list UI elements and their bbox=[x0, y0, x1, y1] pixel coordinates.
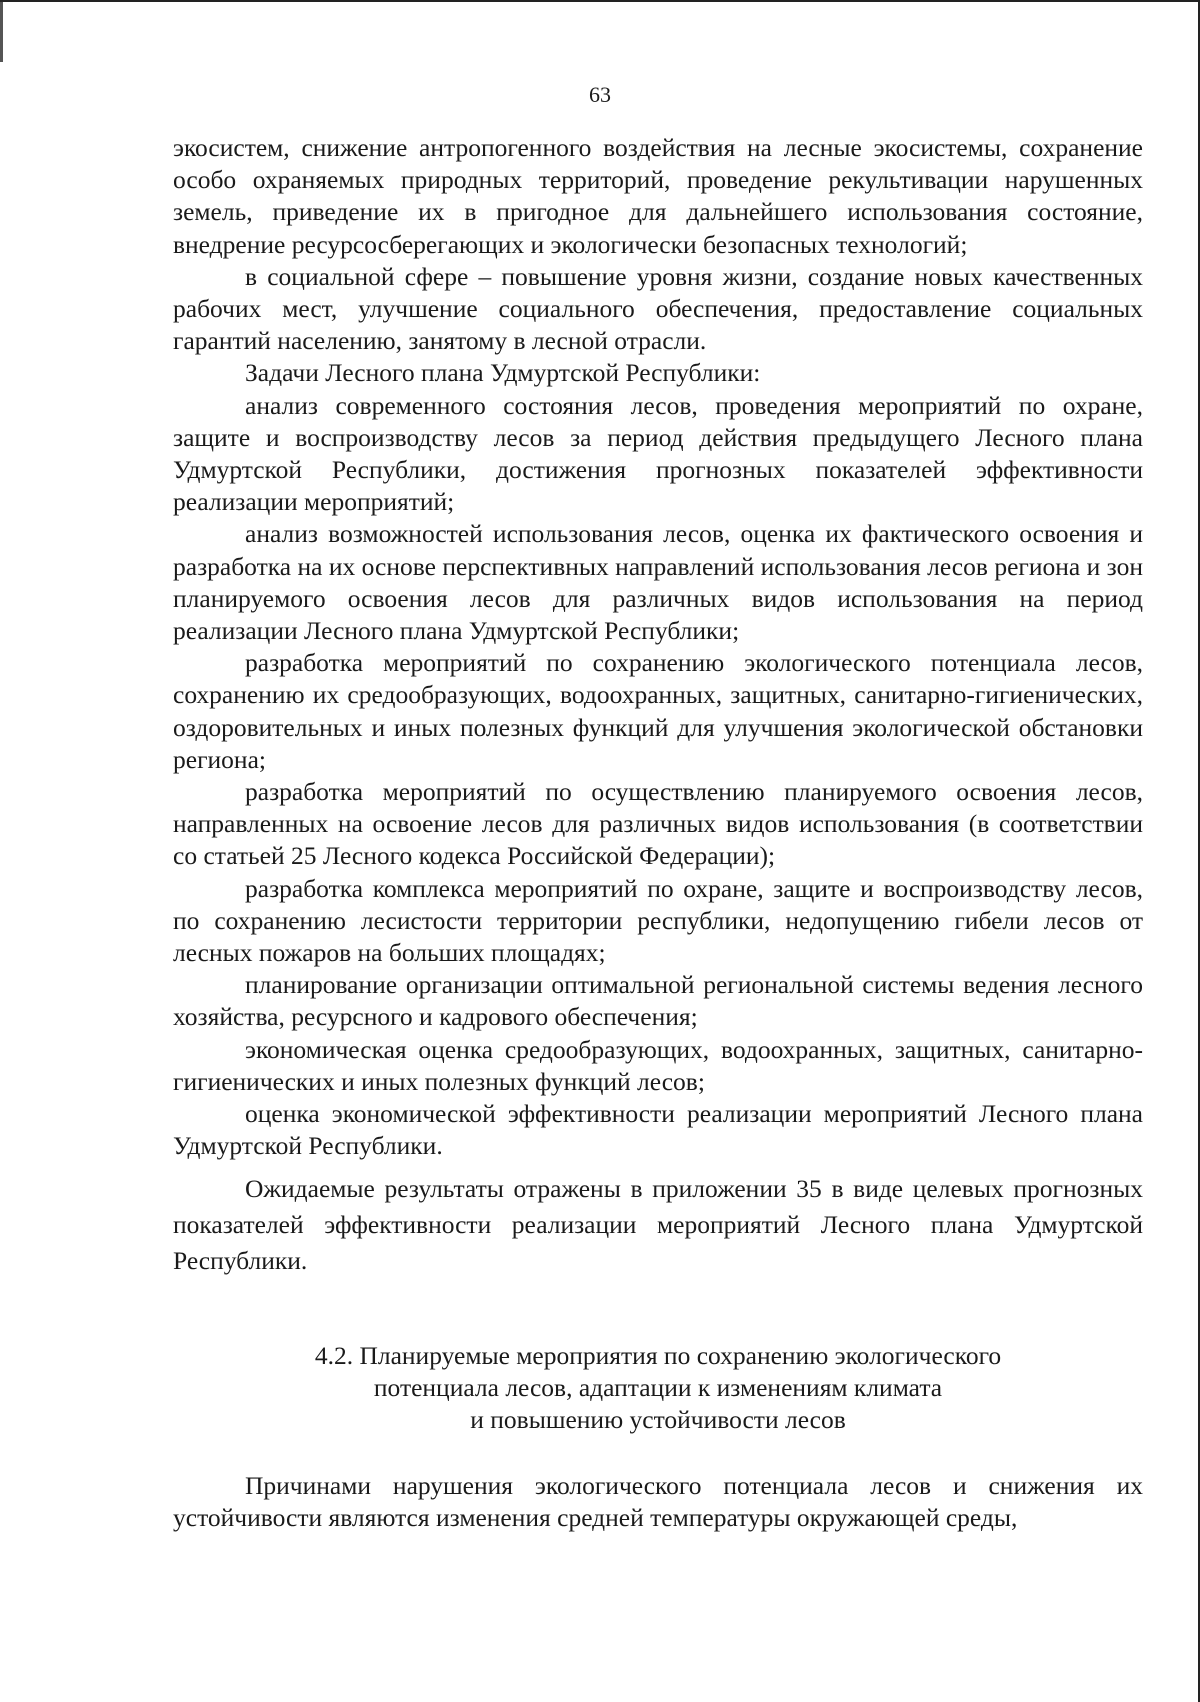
paragraph-causes: Причинами нарушения экологического потенциала лесов и снижения их устойчивости являются изменения средней температуры окружающей среды, bbox=[173, 1471, 1143, 1532]
scan-edge-mark bbox=[0, 2, 3, 62]
paragraph-task-ecological-potential: разработка мероприятий по сохранению экологического потенциала лесов, сохранению их средообразующих, водоохранных, защитных, санитарно-гигиенических, оздоровительных и иных полезных функций для улучшения экологической обстановки региона; bbox=[173, 648, 1143, 774]
body-text bbox=[173, 132, 1143, 1279]
paragraph-task-efficiency-evaluation: оценка экономической эффективности реализации мероприятий Лесного плана Удмуртской Республики. bbox=[173, 1099, 1143, 1161]
paragraph-task-economic-evaluation: экономическая оценка средообразующих, водоохранных, защитных, санитарно-гигиенических и иных полезных функций лесов; bbox=[173, 1034, 1143, 1096]
paragraph-task-planning-system: планирование организации оптимальной региональной системы ведения лесного хозяйства, ресурсного и кадрового обеспечения; bbox=[173, 970, 1143, 1032]
section-heading bbox=[173, 1340, 1143, 1436]
paragraph-expected-results: Ожидаемые результаты отражены в приложении 35 в виде целевых прогнозных показателей эффективности реализации мероприятий Лесного плана Удмуртской Республики. bbox=[173, 1173, 1143, 1275]
section-heading-line: 4.2. Планируемые мероприятия по сохранению экологического bbox=[314, 1341, 1002, 1370]
paragraph-social-sphere: в социальной сфере – повышение уровня жизни, создание новых качественных рабочих мест, улучшение социального обеспечения, предоставление социальных гарантий населению, занятому в лесной отрасли. bbox=[173, 261, 1143, 356]
section-body-text bbox=[173, 1470, 1143, 1534]
paragraph-task-protection-complex: разработка комплекса мероприятий по охране, защите и воспроизводству лесов, по сохранению лесистости территории республики, недопущению гибели лесов от лесных пожаров на больших площадях; bbox=[173, 873, 1143, 968]
section-heading-line: и повышению устойчивости лесов bbox=[470, 1405, 846, 1434]
section-heading-line: потенциала лесов, адаптации к изменениям климата bbox=[373, 1373, 943, 1402]
paragraph-tasks-heading: Задачи Лесного плана Удмуртской Республики: bbox=[245, 358, 761, 388]
paragraph-task-analysis-state: анализ современного состояния лесов, проведения мероприятий по охране, защите и воспроизводству лесов за период действия предыдущего Лесного плана Удмуртской Республики, достижения прогнозных показателей эффективности реализации мероприятий; bbox=[173, 390, 1143, 517]
page-number: 63 bbox=[589, 82, 611, 107]
paragraph-task-planned-development: разработка мероприятий по осуществлению планируемого освоения лесов, направленных на освоение лесов для различных видов использования (в соответствии со статьей 25 Лесного кодекса Российской Федерации); bbox=[173, 777, 1143, 871]
paragraph-task-analysis-usage: анализ возможностей использования лесов, оценка их фактического освоения и разработка на их основе перспективных направлений использования лесов региона и зон планируемого освоения лесов для различных видов использования на период реализации Лесного плана Удмуртской Республики; bbox=[173, 519, 1143, 646]
paragraph-continuation: экосистем, снижение антропогенного воздействия на лесные экосистемы, сохранение особо охраняемых природных территорий, проведение рекультивации нарушенных земель, приведение их в пригодное для дальнейшего использования состояние, внедрение ресурсосберегающих и экологически безопасных технологий; bbox=[173, 133, 1143, 259]
